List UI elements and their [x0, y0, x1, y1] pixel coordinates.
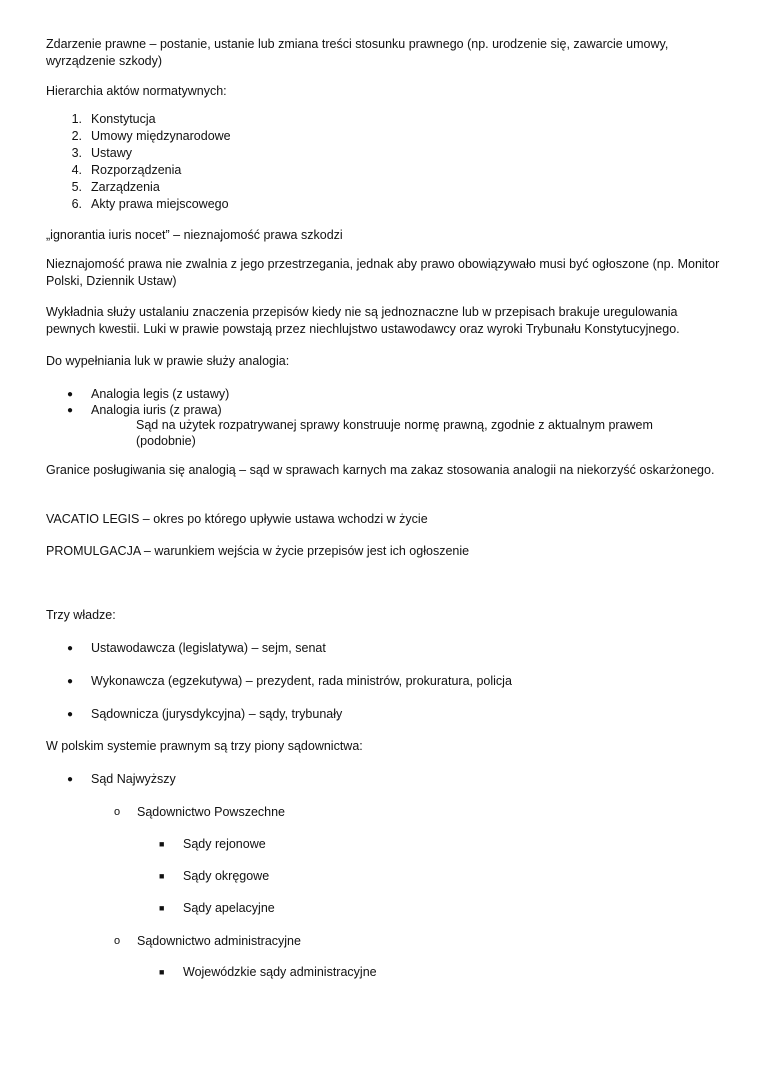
bullet-icon: ● — [67, 709, 74, 720]
list-label: Analogia legis (z ustawy) — [91, 387, 230, 401]
square-bullet-icon: ■ — [159, 903, 165, 913]
paragraph-piony: W polskim systemie prawnym są trzy piony sądownictwa: — [46, 739, 363, 753]
list-label: Ustawodawcza (legislatywa) – sejm, senat — [91, 641, 326, 655]
list-number: 4. — [71, 163, 82, 177]
list-label: Wojewódzkie sądy administracyjne — [183, 965, 377, 979]
list-label: Sąd Najwyższy — [91, 772, 176, 786]
bullet-icon: ● — [67, 405, 74, 416]
list-number: 3. — [71, 146, 82, 160]
list-label: Konstytucja — [91, 112, 156, 126]
list-label: Rozporządzenia — [91, 163, 182, 177]
paragraph-wykladnia: Wykładnia służy ustalaniu znaczenia przepisów kiedy nie są jednoznaczne lub w przepisach brakuje uregulowania pewnych kwestii. Luki w prawie powstają przez niechlujstwo ustawodawcy oraz wyroki Trybunału Konstytucyjnego. — [46, 305, 680, 336]
circle-bullet-icon: o — [114, 806, 121, 818]
list-number: 5. — [71, 180, 82, 194]
paragraph-hierarchia-intro: Hierarchia aktów normatywnych: — [46, 84, 227, 98]
list-label: Analogia iuris (z prawa) — [91, 403, 222, 417]
list-number: 2. — [71, 129, 82, 143]
list-label: Akty prawa miejscowego — [91, 197, 229, 211]
bullet-icon: ● — [67, 389, 74, 400]
list-number: 6. — [71, 197, 82, 211]
list-label: Sądownictwo Powszechne — [137, 805, 285, 819]
paragraph-trzy-wladze: Trzy władze: — [46, 608, 116, 622]
paragraph-granice: Granice posługiwania się analogią – sąd w sprawach karnych ma zakaz stosowania analogii na niekorzyść oskarżonego. — [46, 463, 715, 477]
list-label: Zarządzenia — [91, 180, 160, 194]
paragraph-nieznajomosc: Nieznajomość prawa nie zwalnia z jego przestrzegania, jednak aby prawo obowiązywało musi być ogłoszone (np. Monitor Polski, Dziennik Ustaw) — [46, 257, 720, 288]
square-bullet-icon: ■ — [159, 967, 165, 977]
circle-bullet-icon: o — [114, 935, 121, 947]
list-label: Sądownicza (jurysdykcyjna) – sądy, trybunały — [91, 707, 343, 721]
list-label: Sądy rejonowe — [183, 837, 266, 851]
list-label: Sądy okręgowe — [183, 869, 270, 883]
bullet-icon: ● — [67, 643, 74, 654]
list-label: Sądy apelacyjne — [183, 901, 275, 915]
analogia-note: Sąd na użytek rozpatrywanej sprawy konstruuje normę prawną, zgodnie z aktualnym prawem (podobnie) — [136, 418, 653, 448]
bullet-icon: ● — [67, 774, 74, 785]
paragraph-vacatio: VACATIO LEGIS – okres po którego upływie ustawa wchodzi w życie — [46, 512, 428, 526]
paragraph-ignorantia: „ignorantia iuris nocet” – nieznajomość prawa szkodzi — [46, 228, 343, 242]
square-bullet-icon: ■ — [159, 871, 165, 881]
paragraph-promulgacja: PROMULGACJA – warunkiem wejścia w życie przepisów jest ich ogłoszenie — [46, 544, 470, 558]
square-bullet-icon: ■ — [159, 839, 165, 849]
list-label: Ustawy — [91, 146, 132, 160]
list-label: Umowy międzynarodowe — [91, 129, 231, 143]
list-number: 1. — [71, 112, 82, 126]
paragraph-analogia-intro: Do wypełniania luk w prawie służy analogia: — [46, 354, 290, 368]
list-label: Wykonawcza (egzekutywa) – prezydent, rada ministrów, prokuratura, policja — [91, 674, 512, 688]
paragraph-zdarzenie: Zdarzenie prawne – postanie, ustanie lub zmiana treści stosunku prawnego (np. urodzenie się, zawarcie umowy, wyrządzenie szkody) — [46, 37, 669, 68]
bullet-icon: ● — [67, 676, 74, 687]
list-label: Sądownictwo administracyjne — [137, 934, 301, 948]
